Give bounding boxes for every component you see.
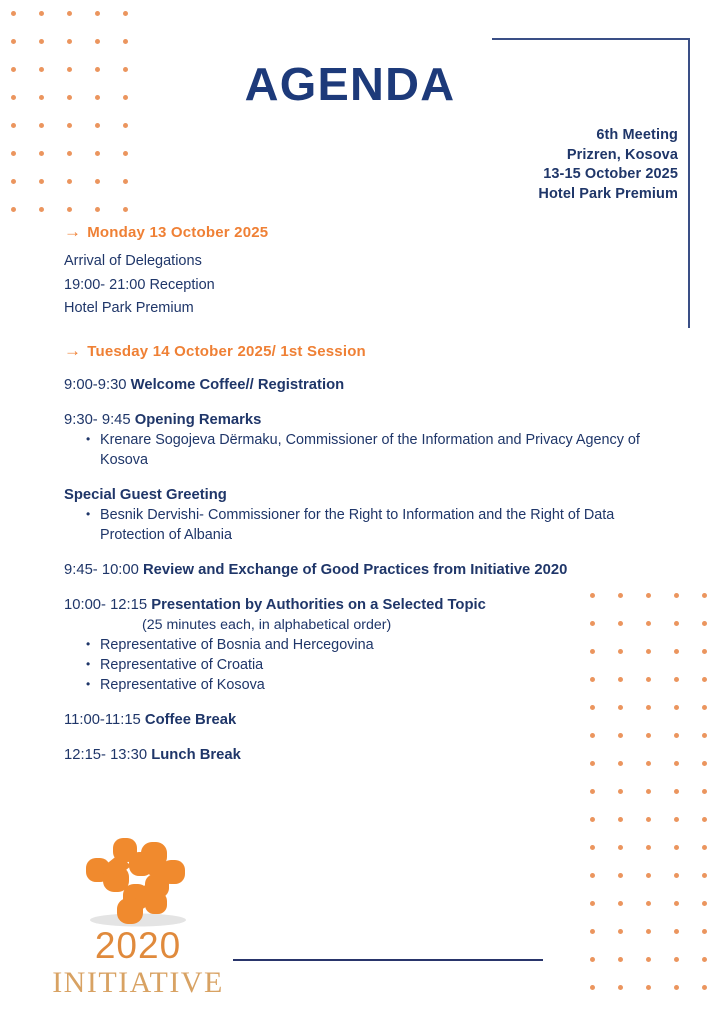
agenda-item-time: 9:00-9:30 <box>64 376 131 393</box>
agenda-item-title: Lunch Break <box>151 746 241 763</box>
agenda-item-time: 9:45- 10:00 <box>64 561 143 578</box>
decorative-dot <box>674 929 679 934</box>
decorative-dot <box>590 817 595 822</box>
decorative-dot <box>702 593 707 598</box>
decorative-dot <box>702 733 707 738</box>
arrow-right-icon: → <box>64 222 82 241</box>
decorative-dot <box>674 677 679 682</box>
list-item: • Besnik Dervishi- Commissioner for the Right to Information and the Right of Data Protection of Albania <box>86 505 664 545</box>
decorative-dot <box>95 207 100 212</box>
decorative-dot <box>618 789 623 794</box>
decorative-dot <box>11 179 16 184</box>
decorative-dot <box>11 11 16 16</box>
agenda-item <box>64 560 664 580</box>
meeting-info-line: Prizren, Kosova <box>566 146 678 163</box>
decorative-dot <box>674 705 679 710</box>
decorative-dot <box>618 929 623 934</box>
agenda-body <box>64 224 664 765</box>
logo-year: 2020 <box>94 925 182 966</box>
agenda-item-time: 9:30- 9:45 <box>64 411 135 428</box>
decorative-dot <box>646 789 651 794</box>
day-heading-label: Monday 13 October 2025 <box>87 224 269 241</box>
meeting-info-line: 13-15 October 2025 <box>543 166 678 182</box>
decorative-dot <box>123 207 128 212</box>
agenda-item-bullet-list <box>64 430 664 470</box>
decorative-dot <box>674 957 679 962</box>
decorative-dot <box>646 957 651 962</box>
decorative-dot <box>67 11 72 16</box>
list-item: • Representative of Kosova <box>86 675 664 695</box>
decorative-dot <box>39 39 44 44</box>
decorative-dot <box>95 123 100 128</box>
decorative-dot <box>67 151 72 156</box>
agenda-item-bullet-list <box>64 635 664 695</box>
decorative-dot <box>646 901 651 906</box>
agenda-item-header <box>64 745 664 765</box>
decorative-dot <box>702 789 707 794</box>
agenda-item-time: 11:00-11:15 <box>64 711 145 728</box>
spacer <box>64 730 664 745</box>
decorative-dot <box>11 39 16 44</box>
decorative-dot <box>674 761 679 766</box>
decorative-dot <box>674 817 679 822</box>
decorative-dot <box>674 733 679 738</box>
decorative-dot <box>11 207 16 212</box>
agenda-item-title: Special Guest Greeting <box>64 486 227 503</box>
day-heading-label: Tuesday 14 October 2025/ 1st Session <box>87 342 366 360</box>
agenda-item <box>64 595 664 695</box>
decorative-dot <box>11 151 16 156</box>
decorative-dot <box>618 845 623 850</box>
decorative-dot <box>67 39 72 44</box>
decorative-dot <box>123 123 128 128</box>
decorative-dot <box>590 929 595 934</box>
agenda-item-time: 12:15- 13:30 <box>64 746 152 763</box>
list-item: • Representative of Croatia <box>86 655 664 675</box>
decorative-dot <box>674 621 679 626</box>
meeting-info-block <box>538 126 678 204</box>
agenda-item-header <box>64 485 664 505</box>
agenda-item-header <box>64 560 664 580</box>
decorative-dot <box>39 179 44 184</box>
decorative-dot <box>646 985 651 990</box>
page-title: AGENDA <box>244 58 456 110</box>
decorative-dot <box>11 123 16 128</box>
meeting-info-line: Hotel Park Premium <box>538 185 678 202</box>
decorative-dot <box>39 207 44 212</box>
decorative-dot <box>702 901 707 906</box>
spacer <box>64 241 664 250</box>
decorative-dot <box>67 179 72 184</box>
agenda-plain-line: Arrival of Delegations <box>64 253 202 269</box>
agenda-item-title: Opening Remarks <box>134 411 262 428</box>
spacer <box>64 360 664 375</box>
decorative-dot <box>618 901 623 906</box>
decorative-dot <box>590 901 595 906</box>
decorative-dot <box>95 179 100 184</box>
decorative-dot <box>618 985 623 990</box>
spacer <box>64 545 664 560</box>
decorative-dot <box>702 873 707 878</box>
decorative-dot <box>590 957 595 962</box>
decorative-dot <box>702 677 707 682</box>
agenda-item-time: 10:00- 12:15 <box>64 596 152 613</box>
agenda-item <box>64 410 664 470</box>
spacer <box>64 695 664 710</box>
spacer <box>64 395 664 410</box>
agenda-item-header <box>64 595 664 615</box>
logo-wordmark: INITIATIVE <box>52 966 224 999</box>
arrow-right-icon: → <box>64 340 82 360</box>
agenda-item-bullet-list <box>64 505 664 545</box>
decorative-dot <box>674 649 679 654</box>
decorative-dot <box>702 761 707 766</box>
decorative-dot <box>618 873 623 878</box>
initiative-molecule-logo-icon <box>73 836 203 928</box>
agenda-item <box>64 745 664 765</box>
decorative-dot <box>702 957 707 962</box>
day-heading <box>64 224 664 241</box>
decorative-dot <box>39 151 44 156</box>
list-item: • Krenare Sogojeva Dërmaku, Commissioner of the Information and Privacy Agency of Kosova <box>86 430 664 470</box>
decorative-dot <box>674 985 679 990</box>
agenda-item-title: Coffee Break <box>144 711 237 728</box>
decorative-dot <box>674 593 679 598</box>
decorative-dot <box>67 123 72 128</box>
agenda-item-title: Review and Exchange of Good Practices from Initiative 2020 <box>142 561 568 578</box>
decorative-dot-grid-topleft <box>11 11 151 235</box>
decorative-dot <box>702 705 707 710</box>
decorative-dot <box>618 957 623 962</box>
decorative-dot <box>674 845 679 850</box>
list-item: • Representative of Bosnia and Hercegovina <box>86 635 664 655</box>
agenda-item-title: Welcome Coffee// Registration <box>130 376 345 393</box>
agenda-item <box>64 710 664 730</box>
decorative-dot <box>646 929 651 934</box>
agenda-item-header <box>64 710 664 730</box>
meeting-info-line: 6th Meeting <box>596 127 678 143</box>
agenda-plain-line: Hotel Park Premium <box>64 300 194 316</box>
decorative-dot <box>590 985 595 990</box>
decorative-dot <box>674 873 679 878</box>
decorative-dot <box>95 39 100 44</box>
decorative-dot <box>590 789 595 794</box>
decorative-dot <box>590 845 595 850</box>
decorative-dot <box>646 817 651 822</box>
footer-divider-rule <box>233 959 543 961</box>
decorative-dot <box>702 929 707 934</box>
agenda-item-title: Presentation by Authorities on a Selected Topic <box>151 596 486 613</box>
spacer <box>64 580 664 595</box>
decorative-dot <box>702 817 707 822</box>
decorative-dot <box>39 11 44 16</box>
decorative-dot <box>123 11 128 16</box>
agenda-item <box>64 375 664 395</box>
decorative-dot <box>674 789 679 794</box>
decorative-dot <box>123 151 128 156</box>
decorative-dot <box>702 985 707 990</box>
decorative-dot <box>618 817 623 822</box>
decorative-dot <box>95 151 100 156</box>
decorative-dot <box>95 11 100 16</box>
decorative-dot <box>702 621 707 626</box>
decorative-dot <box>702 649 707 654</box>
decorative-dot <box>674 901 679 906</box>
decorative-dot <box>590 873 595 878</box>
decorative-dot <box>123 39 128 44</box>
initiative-logo-block <box>38 836 238 1000</box>
decorative-dot <box>646 845 651 850</box>
agenda-item <box>64 485 664 545</box>
decorative-dot <box>702 845 707 850</box>
agenda-plain-line: 19:00- 21:00 Reception <box>64 276 215 293</box>
spacer <box>64 321 664 343</box>
decorative-dot <box>67 207 72 212</box>
decorative-dot <box>123 179 128 184</box>
agenda-item-note: (25 minutes each, in alphabetical order) <box>142 616 392 633</box>
decorative-dot <box>39 123 44 128</box>
agenda-item-header <box>64 375 664 395</box>
spacer <box>64 470 664 485</box>
agenda-item-header <box>64 410 664 430</box>
decorative-dot <box>646 873 651 878</box>
day-heading <box>64 340 664 360</box>
